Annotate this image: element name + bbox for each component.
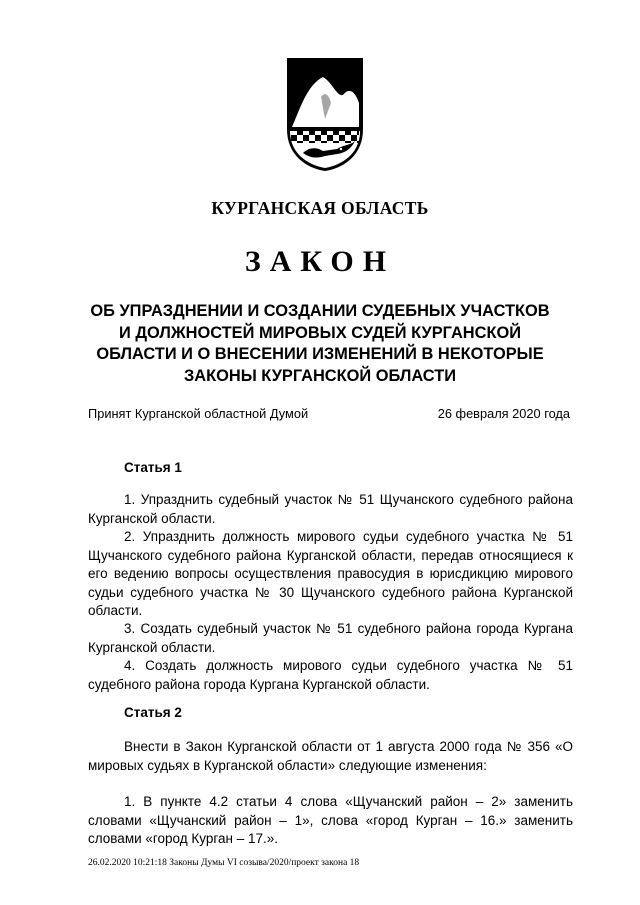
footer-file-path: 26.02.2020 10:21:18 Законы Думы VI созыва/2020/проект закона 18 bbox=[88, 858, 360, 868]
article-1-item-2: 2. Упразднить должность мирового судьи судебного участка № 51 Щучанского судебного района Курганской области, передав относящиеся к его ведению вопросы осуществления правосудия в юрисдикцию мирового судьи судебного участка № 30 Щучанского судебного района Курганской области. bbox=[88, 529, 573, 618]
article-2-intro: Внести в Закон Курганской области от 1 августа 2000 года № 356 «О мировых судьях в Курганской области» следующие изменения: bbox=[88, 739, 573, 773]
law-title-line: ОБ УПРАЗДНЕНИИ И СОЗДАНИИ СУДЕБНЫХ УЧАСТКОВ bbox=[90, 302, 550, 320]
region-name: КУРГАНСКАЯ ОБЛАСТЬ bbox=[211, 198, 429, 218]
law-title-line: ОБЛАСТИ И О ВНЕСЕНИИ ИЗМЕНЕНИЙ В НЕКОТОРЫЕ bbox=[96, 345, 544, 363]
law-title-line: И ДОЛЖНОСТЕЙ МИРОВЫХ СУДЕЙ КУРГАНСКОЙ bbox=[118, 323, 521, 342]
article-2-item-1: 1. В пункте 4.2 статьи 4 слова «Щучанский район – 2» заменить словами «Щучанский район – 1», слова «город Курган – 16.» заменить словами «город Курган – 17.». bbox=[88, 794, 573, 846]
article-1-item-3: 3. Создать судебный участок № 51 судебного района города Кургана Курганской области. bbox=[88, 621, 573, 655]
adoption-date: 26 февраля 2020 года bbox=[437, 406, 570, 421]
article-2-heading: Статья 2 bbox=[124, 705, 182, 720]
article-1-item-1: 1. Упразднить судебный участок № 51 Щучанского судебного района Курганской области. bbox=[88, 492, 573, 526]
article-1-heading: Статья 1 bbox=[124, 460, 182, 475]
law-title bbox=[70, 301, 570, 387]
article-1-item-4: 4. Создать должность мирового судьи судебного участка № 51 судебного района города Кургана Курганской области. bbox=[88, 658, 573, 692]
document-type: ЗАКОН bbox=[244, 245, 396, 278]
coat-of-arms-emblem bbox=[285, 57, 365, 172]
adoption-body: Принят Курганской областной Думой bbox=[88, 406, 309, 421]
law-title-line: ЗАКОНЫ КУРГАНСКОЙ ОБЛАСТИ bbox=[184, 366, 456, 385]
